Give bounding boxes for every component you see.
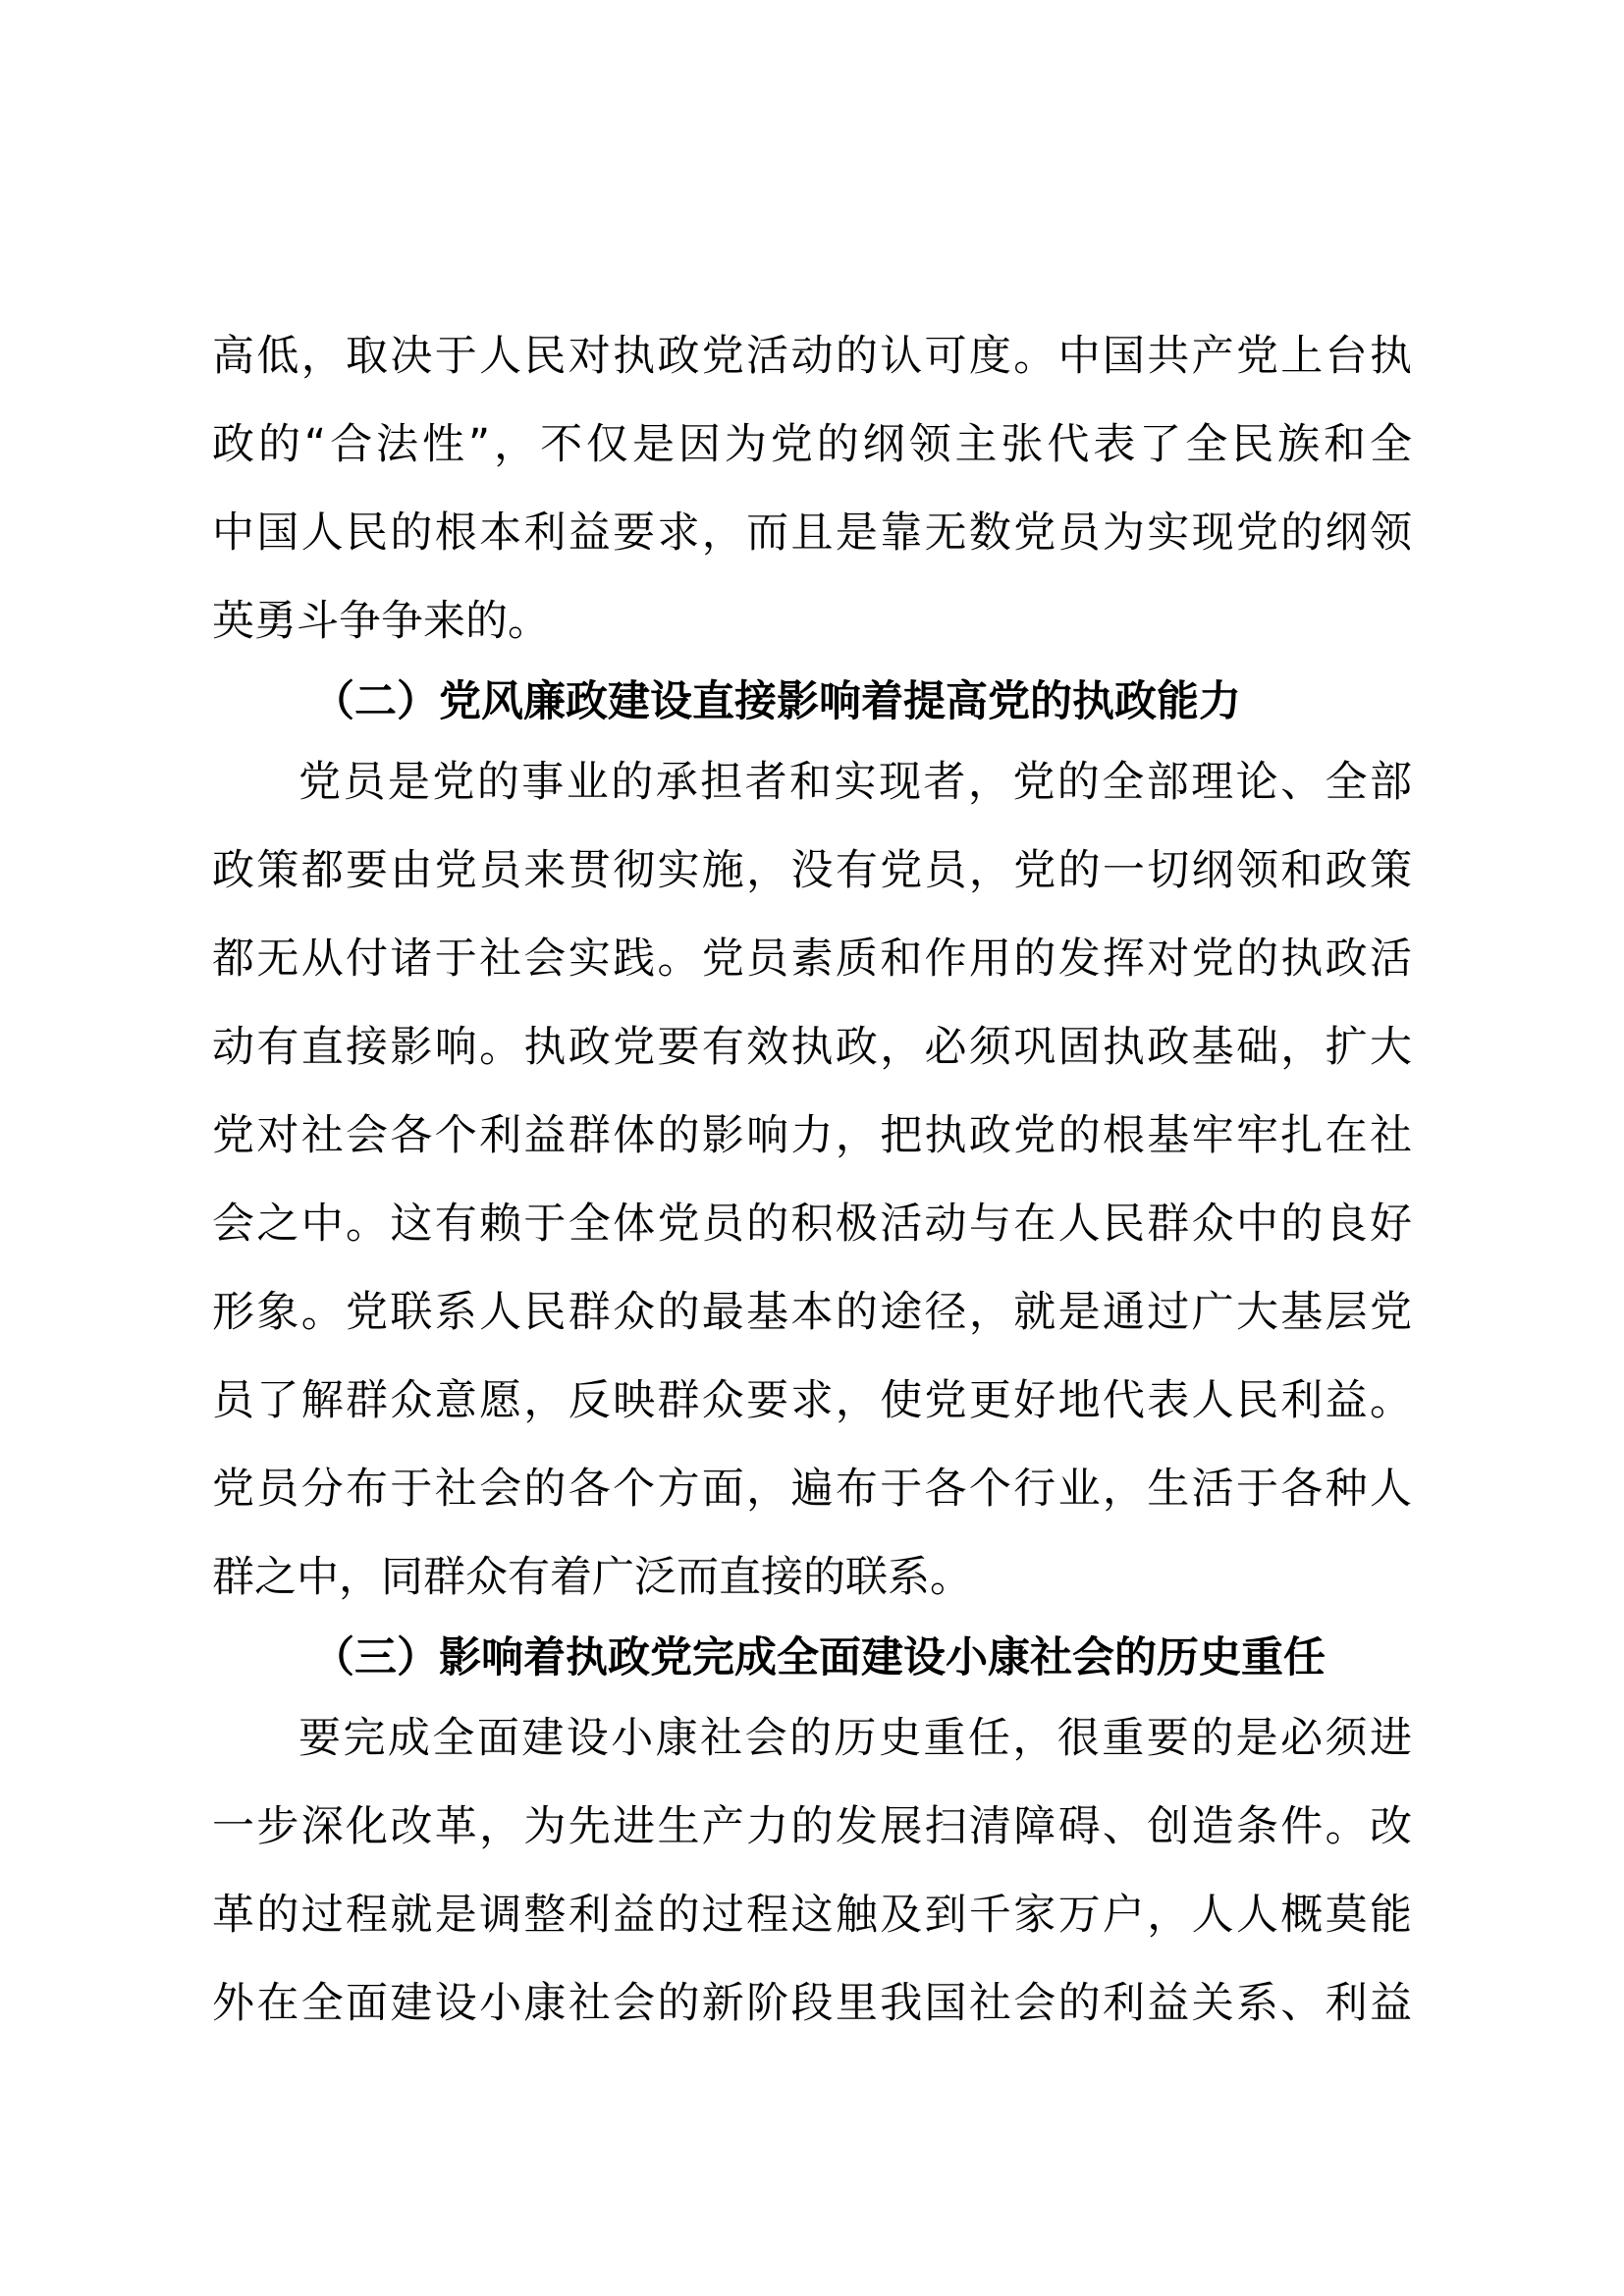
paragraph-line: 党员分布于社会的各个方面，遍布于各个行业，生活于各种人 xyxy=(212,1465,1412,1514)
paragraph-line: 群之中，同群众有着广泛而直接的联系。 xyxy=(212,1553,972,1602)
paragraph-line: 党对社会各个利益群体的影响力，把执政党的根基牢牢扎在社 xyxy=(212,1111,1412,1160)
section-heading-2: （二）党风廉政建设直接影响着提高党的执政能力 xyxy=(312,677,1241,726)
paragraph-line: 会之中。这有赖于全体党员的积极活动与在人民群众中的良好 xyxy=(212,1200,1412,1249)
paragraph-line: 一步深化改革，为先进生产力的发展扫清障碍、创造条件。改 xyxy=(212,1802,1412,1851)
paragraph-line: 外在全面建设小康社会的新阶段里我国社会的利益关系、利益 xyxy=(212,1979,1412,2028)
paragraph-line: 员了解群众意愿，反映群众要求，使党更好地代表人民利益。 xyxy=(212,1376,1412,1425)
paragraph-line: 动有直接影响。执政党要有效执政，必须巩固执政基础，扩大 xyxy=(212,1023,1412,1072)
paragraph-line: 高低，取决于人民对执政党活动的认可度。中国共产党上台执 xyxy=(212,332,1412,381)
paragraph-line: 党员是党的事业的承担者和实现者，党的全部理论、全部 xyxy=(298,758,1412,807)
paragraph-line: 中国人民的根本利益要求，而且是靠无数党员为实现党的纲领 xyxy=(212,508,1412,558)
paragraph-line: 英勇斗争争来的。 xyxy=(212,597,550,646)
paragraph-line: 都无从付诸于社会实践。党员素质和作用的发挥对党的执政活 xyxy=(212,934,1412,984)
section-heading-3: （三）影响着执政党完成全面建设小康社会的历史重任 xyxy=(312,1633,1326,1682)
paragraph-line: 形象。党联系人民群众的最基本的途径，就是通过广大基层党 xyxy=(212,1288,1412,1337)
paragraph-line: 要完成全面建设小康社会的历史重任，很重要的是必须进 xyxy=(298,1714,1412,1763)
paragraph-line: 政的“合法性”，不仅是因为党的纲领主张代表了全民族和全 xyxy=(212,420,1412,469)
paragraph-line: 革的过程就是调整利益的过程这触及到千家万户，人人概莫能 xyxy=(212,1891,1412,1940)
paragraph-line: 政策都要由党员来贯彻实施，没有党员，党的一切纲领和政策 xyxy=(212,846,1412,895)
